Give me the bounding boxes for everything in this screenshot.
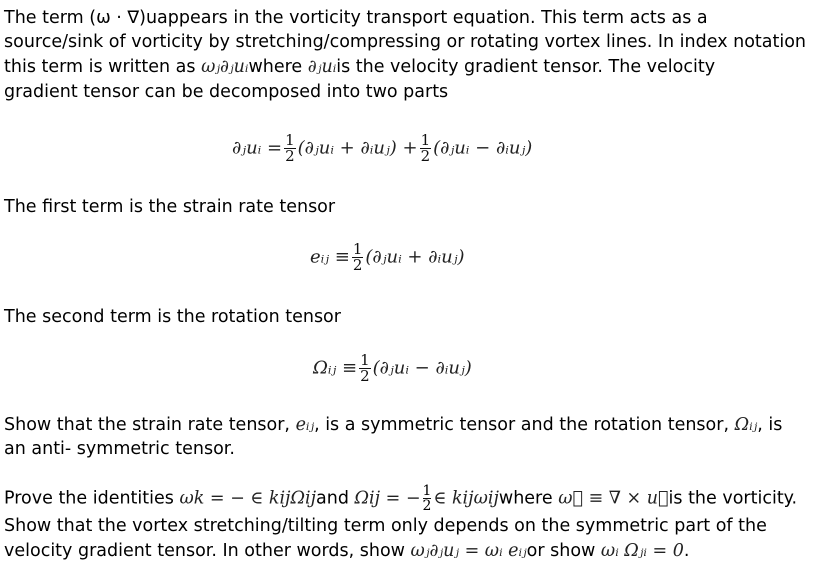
intro-line-3 [4, 55, 715, 79]
rotation-heading: The second term is the rotation tensor [4, 307, 341, 327]
prove-math-identity-2-lhs: Ωij = − [354, 488, 421, 509]
strain-fraction [352, 242, 364, 273]
intro-line-1: The term (ω · ∇)uappears in the vorticity transport equation. This term acts as a [4, 8, 708, 28]
strain-heading: The first term is the strain rate tensor [4, 197, 336, 217]
prove-text-c: where [498, 488, 559, 509]
intro-math-vortex-term: ωⱼ∂ⱼuᵢ [201, 57, 249, 77]
show1-text-a: Show that the strain rate tensor, [4, 415, 296, 435]
intro-math-velocity-gradient: ∂ⱼuᵢ [307, 57, 337, 77]
eq1-frac2-den: 2 [420, 147, 431, 165]
show2-text-b: or show [526, 541, 601, 561]
show2-math-2: ωᵢ Ωⱼᵢ = 0 [600, 541, 684, 561]
equation-rotation [313, 353, 472, 384]
eq1-rhs: (∂ⱼuᵢ − ∂ᵢuⱼ) [433, 137, 533, 159]
rotation-lhs: Ωᵢⱼ ≡ [313, 357, 358, 379]
eq1-lhs: ∂ⱼuᵢ = [232, 137, 283, 159]
eq1-mid: (∂ⱼuᵢ + ∂ᵢuⱼ) + [297, 137, 418, 159]
prove-fraction [423, 484, 432, 513]
strain-frac-num: 1 [352, 240, 363, 258]
equation-decomposition [232, 133, 532, 164]
eq1-frac1-num: 1 [285, 131, 295, 149]
eq1-frac1-den: 2 [285, 147, 295, 165]
show1-text-c: , is [757, 415, 783, 435]
show1-math-strain: eᵢⱼ [295, 415, 315, 435]
prove-identities-line [4, 484, 797, 513]
show-stretching-line-1: Show that the vortex stretching/tilting term only depends on the symmetric part of the [4, 516, 767, 536]
intro-line-3-text-a: this term is written as [4, 57, 202, 77]
rotation-rhs: (∂ⱼuᵢ − ∂ᵢuⱼ) [372, 357, 472, 379]
strain-frac-den: 2 [352, 256, 363, 274]
show-stretching-line-2 [4, 539, 689, 563]
show2-math-1: ωⱼ∂ⱼuⱼ = ωᵢ eᵢⱼ [410, 541, 527, 561]
show2-text-a: velocity gradient tensor. In other words, show [4, 541, 411, 561]
eq1-fraction-2 [420, 133, 432, 164]
eq1-fraction-1 [284, 133, 296, 164]
intro-line-3-text-b: where [248, 57, 308, 77]
strain-rhs: (∂ⱼuᵢ + ∂ᵢuⱼ) [365, 246, 465, 268]
intro-line-3-text-c: is the velocity gradient tensor. The velocity [336, 57, 716, 77]
prove-frac-den: 2 [422, 498, 432, 514]
eq1-frac2-num: 1 [420, 131, 431, 149]
rotation-frac-num: 1 [360, 351, 370, 369]
rotation-frac-den: 2 [360, 367, 370, 385]
prove-math-vorticity-def: ω⃗ ≡ ∇ × u⃗ [558, 488, 669, 509]
prove-text-a: Prove the identities [4, 488, 180, 509]
intro-line-4: gradient tensor can be decomposed into two parts [4, 82, 449, 102]
show2-text-c: . [683, 541, 690, 561]
prove-math-identity-1: ωk = − ∈ kijΩij [179, 488, 317, 509]
equation-strain-rate [310, 242, 465, 273]
show-symmetric-line-1 [4, 413, 782, 437]
rotation-fraction [359, 353, 371, 384]
prove-math-identity-2-rhs: ∈ kijωij [433, 488, 499, 509]
show1-text-b: , is a symmetric tensor and the rotation tensor, [314, 415, 735, 435]
show-symmetric-line-2: an anti- symmetric tensor. [4, 439, 235, 459]
show1-math-rotation: Ωᵢⱼ [734, 415, 758, 435]
strain-lhs: eᵢⱼ ≡ [310, 246, 350, 268]
prove-text-b: and [316, 488, 355, 509]
intro-line-2: source/sink of vorticity by stretching/compressing or rotating vortex lines. In index notation [4, 32, 807, 52]
prove-text-d: is the vorticity. [668, 488, 798, 509]
prove-frac-num: 1 [422, 483, 432, 499]
